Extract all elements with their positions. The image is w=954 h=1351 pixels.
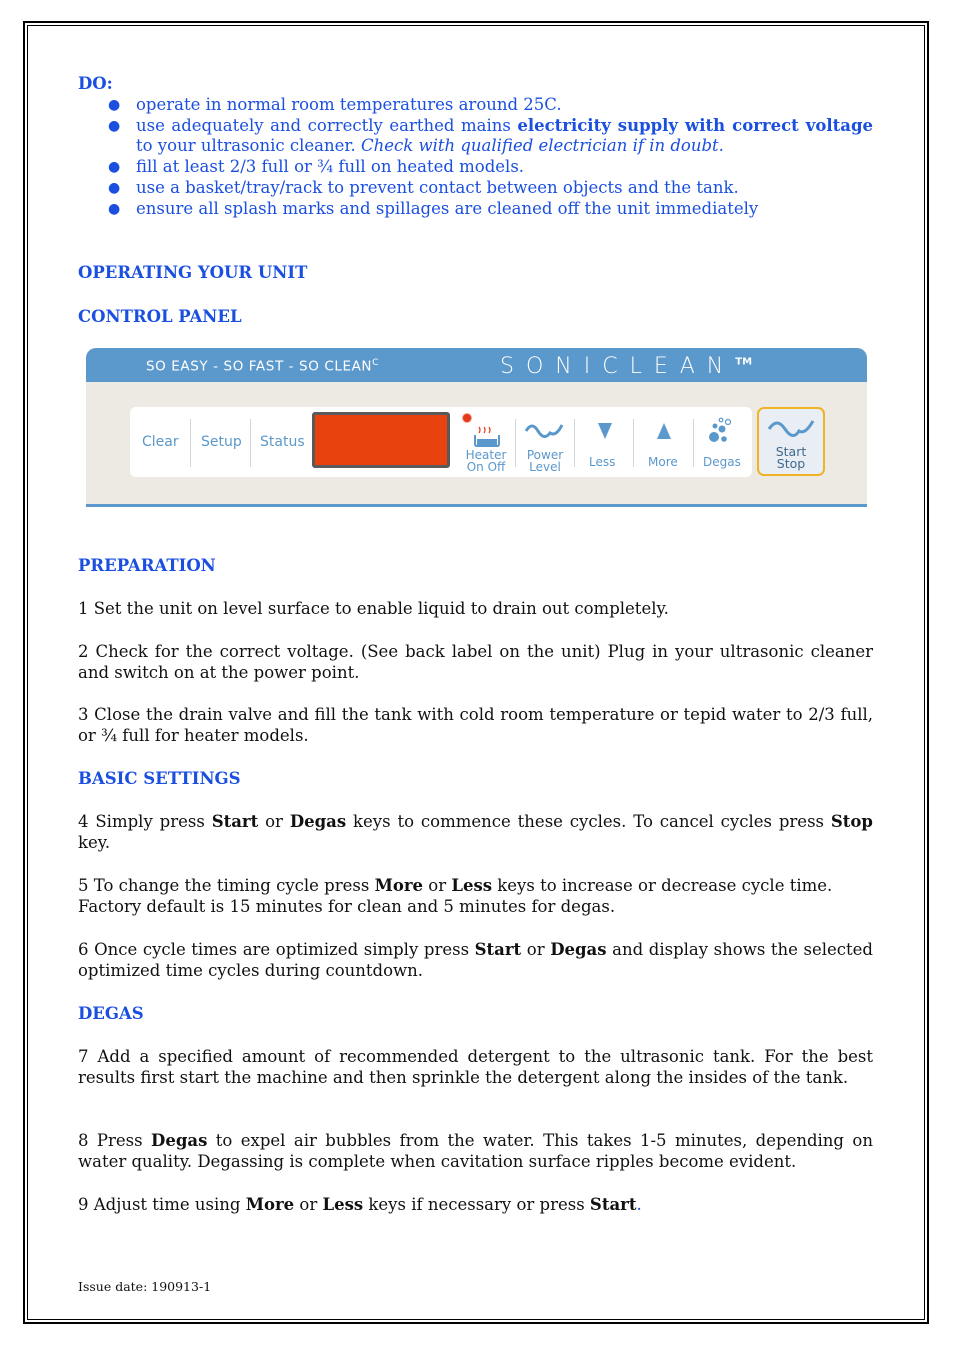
preparation-heading: PREPARATION [78,556,216,575]
do-item [78,116,873,158]
do-item-text: ensure all splash marks and spillages are cleaned off the unit immediately [136,198,759,218]
power-wave-icon [524,421,564,445]
do-item-text: operate in normal room temperatures around 25C. [136,94,562,114]
degas-key[interactable]: Degas [703,455,741,469]
step-bold: Degas [151,1131,208,1150]
basic-settings-heading: BASIC SETTINGS [78,769,241,788]
more-key[interactable]: More [648,455,678,469]
step-4 [78,812,873,854]
step-text: 4 Simply press [78,812,212,831]
slogan-mark: C [372,358,380,368]
degas-heading: DEGAS [78,1004,144,1023]
do-item-text: use adequately and correctly earthed mains [136,115,518,135]
step-8 [78,1131,873,1173]
do-heading: DO: [78,74,113,93]
key-divider [693,419,694,467]
do-item [78,178,873,199]
step-9 [78,1195,873,1216]
step-text: key. [78,832,111,852]
step-bold: Start [474,940,522,959]
start-stop-label [759,446,823,470]
bubbles-icon [706,417,736,449]
bullet-icon: ● [108,179,121,196]
issue-date: Issue date: 190913-1 [78,1279,212,1294]
step-bold: More [374,876,424,895]
start-stop-key[interactable] [757,407,825,476]
bullet-icon: ● [108,117,121,134]
step-text: and display shows the selected optimized time cycles during countdown. [78,940,873,980]
heater-indicator-light [463,414,471,422]
keypad [130,407,752,477]
do-list [78,95,873,220]
step-text: 6 Once cycle times are optimized simply press [78,940,475,959]
step-text: to expel air bubbles from the water. This takes 1-5 minutes, depending on water quality. Degassing is complete when cavitation surface ripples become evident. [78,1131,873,1171]
step-1: 1 Set the unit on level surface to enable liquid to drain out completely. [78,599,669,618]
step-text: . [636,1195,642,1214]
step-bold: Start [589,1195,637,1214]
start-wave-icon [767,417,815,443]
brand-mark: TM [735,356,753,368]
control-panel-image [86,348,867,507]
step-text: or [423,876,452,895]
power-key-line1: Power [526,448,564,462]
step-text: keys to increase or decrease cycle time. Factory default is 15 minutes for clean and 5 minutes for degas. [78,876,833,916]
key-divider [574,419,575,467]
do-item [78,199,873,220]
do-item [78,95,873,116]
step-text: 9 Adjust time using [78,1195,246,1214]
do-item [78,157,873,178]
step-text: keys to commence these cycles. To cancel cycles press [346,812,831,831]
key-divider [190,419,191,467]
bullet-icon: ● [108,200,121,217]
step-text: or [258,812,290,831]
operating-heading: OPERATING YOUR UNIT [78,263,308,282]
power-level-key[interactable] [522,449,568,473]
step-text: 5 To change the timing cycle press [78,876,375,895]
step-3: 3 Close the drain valve and fill the tank with cold room temperature or tepid water to 2/3 full, or ¾ full for heater models. [78,705,873,745]
do-item-italic: Check with qualified electrician if in doubt. [360,136,724,156]
step-text: or [521,940,551,959]
key-divider [515,419,516,467]
step-bold: More [245,1195,295,1214]
led-display [312,412,450,468]
setup-key[interactable]: Setup [201,434,242,450]
start-label: Start [775,444,807,459]
step-bold: Start [211,812,259,831]
bullet-icon: ● [108,159,121,176]
do-item-text: use a basket/tray/rack to prevent contact between objects and the tank. [136,177,739,197]
slogan-text: SO EASY - SO FAST - SO CLEAN [146,358,373,375]
step-bold: Stop [830,812,873,831]
do-item-bold: electricity supply with correct voltage [517,115,874,135]
step-text: keys if necessary or press [363,1195,590,1214]
panel-bottom-line [86,504,867,507]
step-6 [78,940,873,982]
step-5 [78,876,873,918]
panel-brand [500,354,752,379]
power-key-line2: Level [529,460,561,474]
stop-label: Stop [776,456,806,471]
step-bold: Less [451,876,493,895]
heater-key-line1: Heater [465,448,507,462]
bullet-icon: ● [108,96,121,113]
down-arrow-icon [597,421,613,445]
panel-header-bar [86,348,867,382]
key-divider [633,419,634,467]
step-2: 2 Check for the correct voltage. (See back label on the unit) Plug in your ultrasonic cleaner and switch on at the power point. [78,642,873,682]
step-7: 7 Add a specified amount of recommended detergent to the ultrasonic tank. For the best results first start the machine and then sprinkle the detergent along the insides of the tank. [78,1047,873,1087]
step-bold: Degas [550,940,607,959]
step-text: 8 Press [78,1131,152,1150]
panel-slogan [146,358,379,375]
step-text: or [294,1195,323,1214]
up-arrow-icon [656,421,672,445]
status-key[interactable]: Status [260,434,305,450]
less-key[interactable]: Less [589,455,616,469]
step-bold: Degas [289,812,347,831]
control-panel-heading: CONTROL PANEL [78,307,242,326]
do-item-text: fill at least 2/3 full or ¾ full on heated models. [136,157,525,177]
heater-key[interactable] [464,449,508,473]
do-item-text: to your ultrasonic cleaner. [136,136,361,156]
brand-text: SONICLEAN [500,354,736,379]
heater-key-line2: On Off [466,460,506,474]
step-bold: Less [322,1195,364,1214]
key-divider [250,419,251,467]
do-section [78,74,873,220]
clear-key[interactable]: Clear [142,434,179,450]
